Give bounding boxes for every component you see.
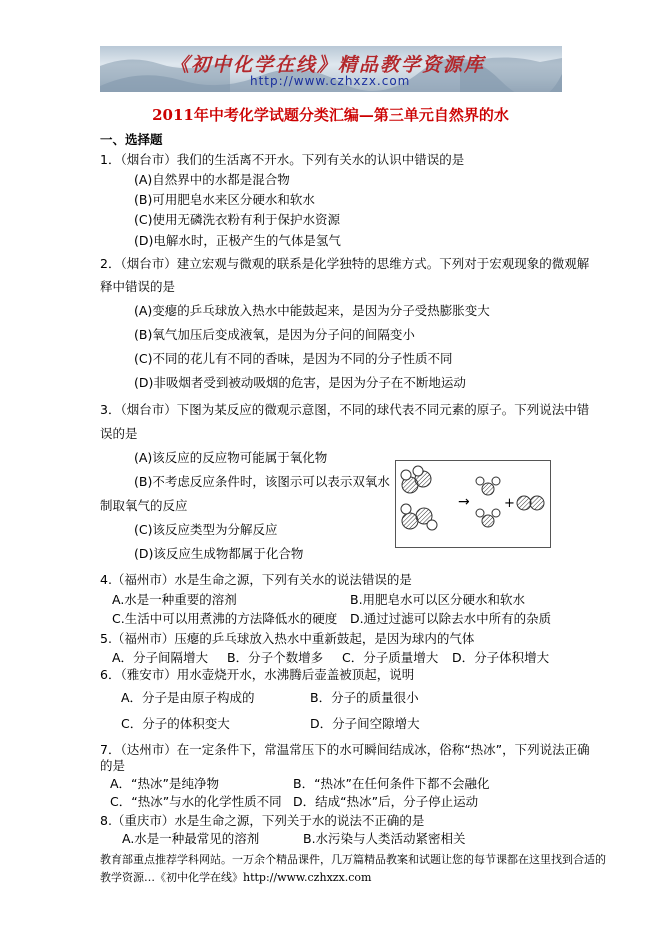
reaction-plus: + [504, 496, 515, 511]
product-molecule-2 [476, 509, 500, 527]
reaction-arrow: → [458, 494, 470, 510]
reactant-molecule-2 [401, 504, 437, 530]
q6-option-c: C．分子的体积变大 [121, 716, 230, 731]
q5-option-d: D．分子体积增大 [452, 650, 550, 665]
q2-option-a: (A)变瘪的乒乓球放入热水中能鼓起来，是因为分子受热膨胀变大 [134, 303, 490, 318]
q3-stem-line2: 误的是 [100, 426, 138, 441]
molecule-diagram [396, 461, 550, 547]
q3-stem-line1: 3．（烟台市）下图为某反应的微观示意图，不同的球代表不同元素的原子。下列说法中错 [100, 402, 590, 417]
document-title: 2011年中考化学试题分类汇编—第三单元自然界的水 [152, 106, 509, 124]
q1-option-a: (A)自然界中的水都是混合物 [134, 172, 290, 187]
q3-option-a: (A)该反应的反应物可能属于氧化物 [134, 450, 328, 465]
q1-stem: 1．（烟台市）我们的生活离不开水。下列有关水的认识中错误的是 [100, 152, 465, 167]
q3-option-c: (C)该反应类型为分解反应 [134, 522, 278, 537]
banner-url[interactable]: http://www.czhxzx.com [250, 74, 411, 88]
q4-option-d: D.通过过滤可以除去水中所有的杂质 [350, 611, 552, 626]
q1-option-b: (B)可用肥皂水来区分硬水和软水 [134, 192, 315, 207]
q7-option-d: D．结成“热冰”后，分子停止运动 [293, 794, 479, 809]
q4-stem: 4.（福州市）水是生命之源，下列有关水的说法错误的是 [100, 572, 412, 587]
banner-title: 《初中化学在线》精品教学资源库 [170, 54, 486, 76]
section-heading: 一、选择题 [100, 132, 163, 147]
q7-stem-line1: 7．（达州市）在一定条件下，常温常压下的水可瞬间结成冰，俗称“热冰”，下列说法正确 [100, 742, 590, 757]
q5-stem: 5.（福州市）压瘪的乒乓球放入热水中重新鼓起，是因为球内的气体 [100, 631, 475, 646]
q2-option-b: (B)氧气加压后变成液氧，是因为分子问的间隔变小 [134, 327, 415, 342]
q1-option-c: (C)使用无磷洗衣粉有利于保护水资源 [134, 212, 340, 227]
q1-option-d: (D)电解水时，正极产生的气体是氢气 [134, 233, 341, 248]
q2-stem-line1: 2．（烟台市）建立宏观与微观的联系是化学独特的思维方式。下列对于宏观现象的微观解 [100, 256, 590, 271]
q4-option-c: C.生活中可以用煮沸的方法降低水的硬度 [112, 611, 338, 626]
q8-option-b: B.水污染与人类活动紧密相关 [303, 831, 466, 846]
product-molecule-3 [517, 496, 544, 510]
q4-option-b: B.用肥皂水可以区分硬水和软水 [350, 592, 526, 607]
q6-option-d: D．分子间空隙增大 [310, 716, 420, 731]
q5-option-b: B．分子个数增多 [227, 650, 324, 665]
q2-option-c: (C)不同的花儿有不同的香味，是因为不同的分子性质不同 [134, 351, 453, 366]
q8-stem: 8.（重庆市）水是生命之源，下列关于水的说法不正确的是 [100, 813, 425, 828]
q3-option-d: (D)该反应生成物都属于化合物 [134, 546, 304, 561]
header-banner [100, 46, 562, 92]
q6-option-a: A．分子是由原子构成的 [121, 690, 255, 705]
q4-option-a: A.水是一种重要的溶剂 [112, 592, 237, 607]
q3-option-b-line2: 制取氧气的反应 [100, 498, 188, 513]
q7-stem-line2: 的是 [100, 758, 126, 773]
q5-option-c: C．分子质量增大 [342, 650, 439, 665]
q8-option-a: A.水是一种最常见的溶剂 [122, 831, 260, 846]
q6-stem: 6．（雅安市）用水壶烧开水，水沸腾后壶盖被顶起，说明 [100, 667, 415, 682]
q7-option-c: C．“热冰”与水的化学性质不同 [110, 794, 282, 809]
reactant-molecule-1 [401, 466, 431, 493]
product-molecule-1 [476, 477, 500, 495]
q2-option-d: (D)非吸烟者受到被动吸烟的危害，是因为分子在不断地运动 [134, 375, 466, 390]
q6-option-b: B．分子的质量很小 [310, 690, 419, 705]
q7-option-b: B．“热冰”在任何条件下都不会融化 [293, 776, 490, 791]
q2-stem-line2: 释中错误的是 [100, 279, 176, 294]
footer-line1: 教育部重点推荐学科网站。一万余个精品课件，几万篇精品教案和试题让您的每节课都在这里找到合适的 [100, 853, 606, 866]
q7-option-a: A．“热冰”是纯净物 [110, 776, 220, 791]
footer-line2[interactable]: 教学资源…《初中化学在线》http://www.czhxzx.com [100, 871, 372, 884]
reaction-diagram [395, 460, 551, 548]
q3-option-b-line1: (B)不考虑反应条件时，该图示可以表示双氧水 [134, 474, 390, 489]
q5-option-a: A．分子间隔增大 [112, 650, 209, 665]
